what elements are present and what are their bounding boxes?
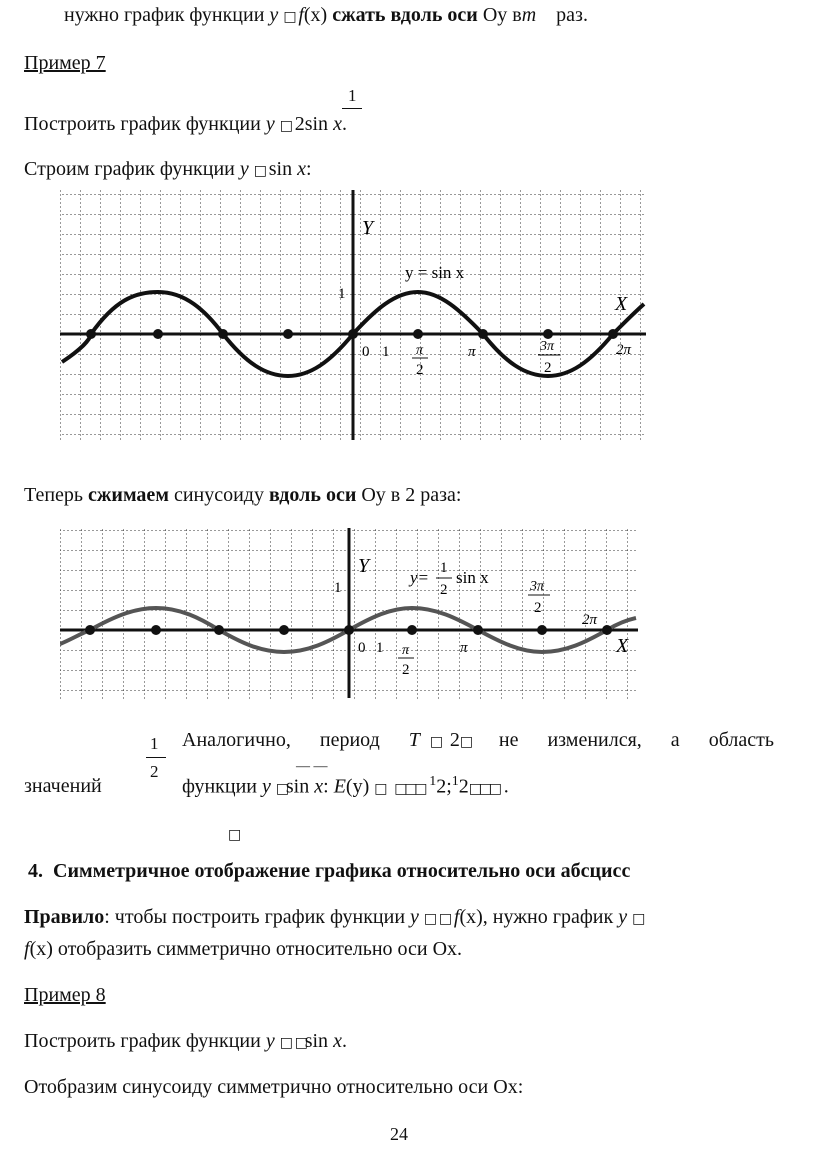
example8-title: Пример 8 bbox=[24, 984, 106, 1006]
example7-title: Пример 7 bbox=[24, 52, 106, 74]
analog-word: изменился, bbox=[547, 729, 642, 751]
var-x: x bbox=[333, 1030, 342, 1052]
analog-line-2 bbox=[182, 774, 509, 799]
compress-text-post: Оу в 2 раза: bbox=[356, 484, 462, 506]
missing-glyph-box: □ bbox=[468, 780, 483, 797]
intro-line bbox=[64, 4, 588, 27]
var-y: y bbox=[269, 4, 279, 26]
tick-3pi-half-den: 2 bbox=[534, 600, 542, 616]
sine-graph-1 bbox=[60, 190, 646, 442]
var-y: y bbox=[262, 775, 271, 798]
task-text: Построить график функции bbox=[24, 113, 266, 135]
var-f: f bbox=[298, 4, 304, 26]
build-text: Строим график функции bbox=[24, 158, 240, 180]
arg-y: (y) bbox=[345, 775, 370, 798]
origin-label: 0 bbox=[362, 344, 370, 360]
function-label-post: sin x bbox=[456, 568, 489, 587]
var-y: y bbox=[410, 906, 419, 928]
bold-compress: сжимаем bbox=[88, 484, 169, 506]
sin-text: sin bbox=[285, 775, 315, 798]
compress-text: Теперь bbox=[24, 484, 89, 506]
compress-line bbox=[24, 484, 461, 507]
section-number: 4. bbox=[28, 860, 43, 882]
dot: . bbox=[503, 775, 509, 798]
var-f: f bbox=[453, 906, 460, 928]
build-line bbox=[24, 158, 312, 181]
tick-pi-half-num: π bbox=[416, 343, 424, 358]
example8-task bbox=[24, 1030, 347, 1053]
rule-text-mid: , нужно график bbox=[482, 906, 619, 928]
bold-along-axis: вдоль оси bbox=[268, 484, 357, 506]
range-den-b: 2 bbox=[458, 775, 469, 798]
sin-text: sin bbox=[304, 113, 329, 135]
point bbox=[153, 329, 163, 339]
missing-glyph-box: □ bbox=[404, 780, 418, 797]
point bbox=[478, 329, 488, 339]
fraction-bar bbox=[342, 108, 362, 109]
point bbox=[602, 625, 612, 635]
missing-glyph-box: □ bbox=[632, 911, 646, 927]
var-x: x bbox=[297, 158, 306, 180]
fraction-denominator: 2 bbox=[294, 113, 305, 135]
y-tick-1: 1 bbox=[338, 286, 346, 302]
range-den-a: 2; bbox=[436, 775, 452, 798]
point bbox=[344, 625, 354, 635]
point bbox=[218, 329, 228, 339]
function-label-num: 1 bbox=[440, 560, 448, 576]
analog-word: область bbox=[708, 729, 774, 751]
var-y: y bbox=[265, 1030, 275, 1052]
point bbox=[543, 329, 553, 339]
example7-task bbox=[24, 113, 347, 136]
tick-pi-half-num: π bbox=[402, 643, 410, 658]
rule-text: : чтобы построить график функции bbox=[104, 906, 411, 928]
x-axis-label: X bbox=[616, 635, 629, 657]
missing-glyph-box: □ bbox=[478, 780, 493, 797]
values-label: значений bbox=[24, 775, 102, 797]
missing-glyph-box: □ bbox=[279, 1035, 293, 1051]
tick-3pi-half-num: 3π bbox=[540, 339, 555, 354]
point bbox=[151, 625, 161, 635]
y-tick-1: 1 bbox=[334, 580, 342, 596]
missing-glyph-box: □ bbox=[459, 734, 474, 750]
rule-line-1 bbox=[24, 906, 646, 929]
tick-pi-half-den: 2 bbox=[416, 362, 424, 378]
tail-text: раз. bbox=[556, 4, 588, 26]
function-label-prefix: y= bbox=[410, 568, 430, 587]
sine-graph-2 bbox=[60, 528, 638, 700]
missing-glyph-box: □ bbox=[294, 1035, 308, 1051]
tick-pi: π bbox=[460, 640, 468, 656]
point bbox=[85, 625, 95, 635]
missing-glyph-box: □ bbox=[374, 780, 388, 797]
point bbox=[608, 329, 618, 339]
intro-text: нужно график функции bbox=[64, 4, 270, 26]
range-num-a: 1 bbox=[429, 774, 437, 789]
task-text: Построить график функции bbox=[24, 1030, 266, 1052]
range-num-b: 1 bbox=[451, 774, 459, 789]
missing-glyph-box: □ bbox=[394, 780, 408, 797]
tick-pi-half-den: 2 bbox=[402, 662, 410, 678]
analog-word: Аналогично, bbox=[182, 729, 291, 751]
point bbox=[279, 625, 289, 635]
missing-glyph-box: □ bbox=[283, 9, 297, 25]
dot: . bbox=[341, 113, 347, 135]
analog-frac-den: 2 bbox=[150, 762, 159, 781]
rule-line-2 bbox=[24, 938, 462, 961]
arg-x: (x) bbox=[303, 4, 328, 26]
missing-glyph-box: □ bbox=[488, 780, 503, 797]
tick-2pi: 2π bbox=[616, 342, 632, 358]
point bbox=[473, 625, 483, 635]
dot: . bbox=[341, 1030, 347, 1052]
analog-frac-num: 1 bbox=[150, 734, 159, 753]
compress-text-mid: синусоиду bbox=[168, 484, 269, 506]
analog-frac-bar bbox=[146, 757, 166, 758]
sin-text: sin bbox=[263, 158, 298, 180]
missing-glyph-box: □ bbox=[279, 118, 293, 134]
var-x: x bbox=[314, 775, 324, 798]
arg-x: (x) bbox=[459, 906, 483, 928]
rule-label: Правило bbox=[24, 906, 105, 928]
var-y: y bbox=[265, 113, 275, 135]
missing-glyph-box: □ bbox=[275, 780, 290, 797]
overline-marks: — — bbox=[296, 759, 328, 774]
analog-word: не bbox=[498, 729, 519, 751]
bold-phrase: сжать вдоль оси bbox=[327, 4, 483, 26]
sin-text: sin bbox=[304, 1030, 334, 1052]
reflect-line: Отобразим синусоиду симметрично относительно оси Ox: bbox=[24, 1076, 524, 1098]
section-title: Симметричное отображение графика относительно оси абсцисс bbox=[53, 860, 631, 882]
period-value: 2 bbox=[449, 729, 460, 751]
missing-glyph-box: □ bbox=[253, 163, 267, 179]
point bbox=[537, 625, 547, 635]
var-y: y bbox=[239, 158, 249, 180]
tick-2pi: 2π bbox=[582, 612, 598, 628]
var-E: E bbox=[333, 775, 346, 798]
point bbox=[348, 329, 358, 339]
x-unit-label: 1 bbox=[382, 344, 390, 360]
fraction-numerator: 1 bbox=[348, 86, 357, 105]
var-y: y bbox=[618, 906, 628, 928]
missing-glyph-box-standalone: □ bbox=[228, 827, 242, 843]
colon: : bbox=[306, 158, 312, 180]
origin-label: 0 bbox=[358, 640, 366, 656]
y-axis-label: Y bbox=[362, 217, 374, 239]
func-label: функции bbox=[182, 775, 262, 798]
x-axis-label: X bbox=[615, 293, 628, 315]
point bbox=[214, 625, 224, 635]
missing-glyph-box: □ bbox=[429, 734, 444, 750]
y-axis-label: Y bbox=[358, 555, 370, 577]
point bbox=[407, 625, 417, 635]
tick-pi: π bbox=[468, 344, 476, 360]
missing-glyph-box: □ bbox=[438, 911, 453, 927]
point bbox=[413, 329, 423, 339]
x-unit-label: 1 bbox=[376, 640, 384, 656]
point bbox=[283, 329, 293, 339]
var-f: f bbox=[24, 938, 30, 960]
period-expr bbox=[408, 729, 474, 752]
function-label-den: 2 bbox=[440, 582, 448, 598]
section-4-heading bbox=[28, 860, 630, 883]
page-number: 24 bbox=[390, 1124, 408, 1144]
point bbox=[86, 329, 96, 339]
tick-3pi-half-den: 2 bbox=[544, 360, 552, 376]
missing-glyph-box: □ bbox=[414, 780, 428, 797]
var-T: T bbox=[408, 729, 420, 751]
missing-glyph-box: □ bbox=[423, 911, 438, 927]
var-x: x bbox=[333, 113, 342, 135]
arg-x: (x) bbox=[29, 938, 53, 960]
tick-3pi-half-num: 3π bbox=[530, 579, 545, 594]
analog-word: а bbox=[670, 729, 680, 751]
var-m: m bbox=[521, 4, 537, 26]
analog-line-1 bbox=[182, 729, 774, 752]
analog-word: период bbox=[319, 729, 380, 751]
axis-text: Оу в bbox=[482, 4, 522, 26]
function-label: y = sin x bbox=[405, 263, 465, 282]
rule-text-end: отобразить симметрично относительно оси Ox. bbox=[52, 938, 463, 960]
colon: : bbox=[323, 775, 329, 798]
